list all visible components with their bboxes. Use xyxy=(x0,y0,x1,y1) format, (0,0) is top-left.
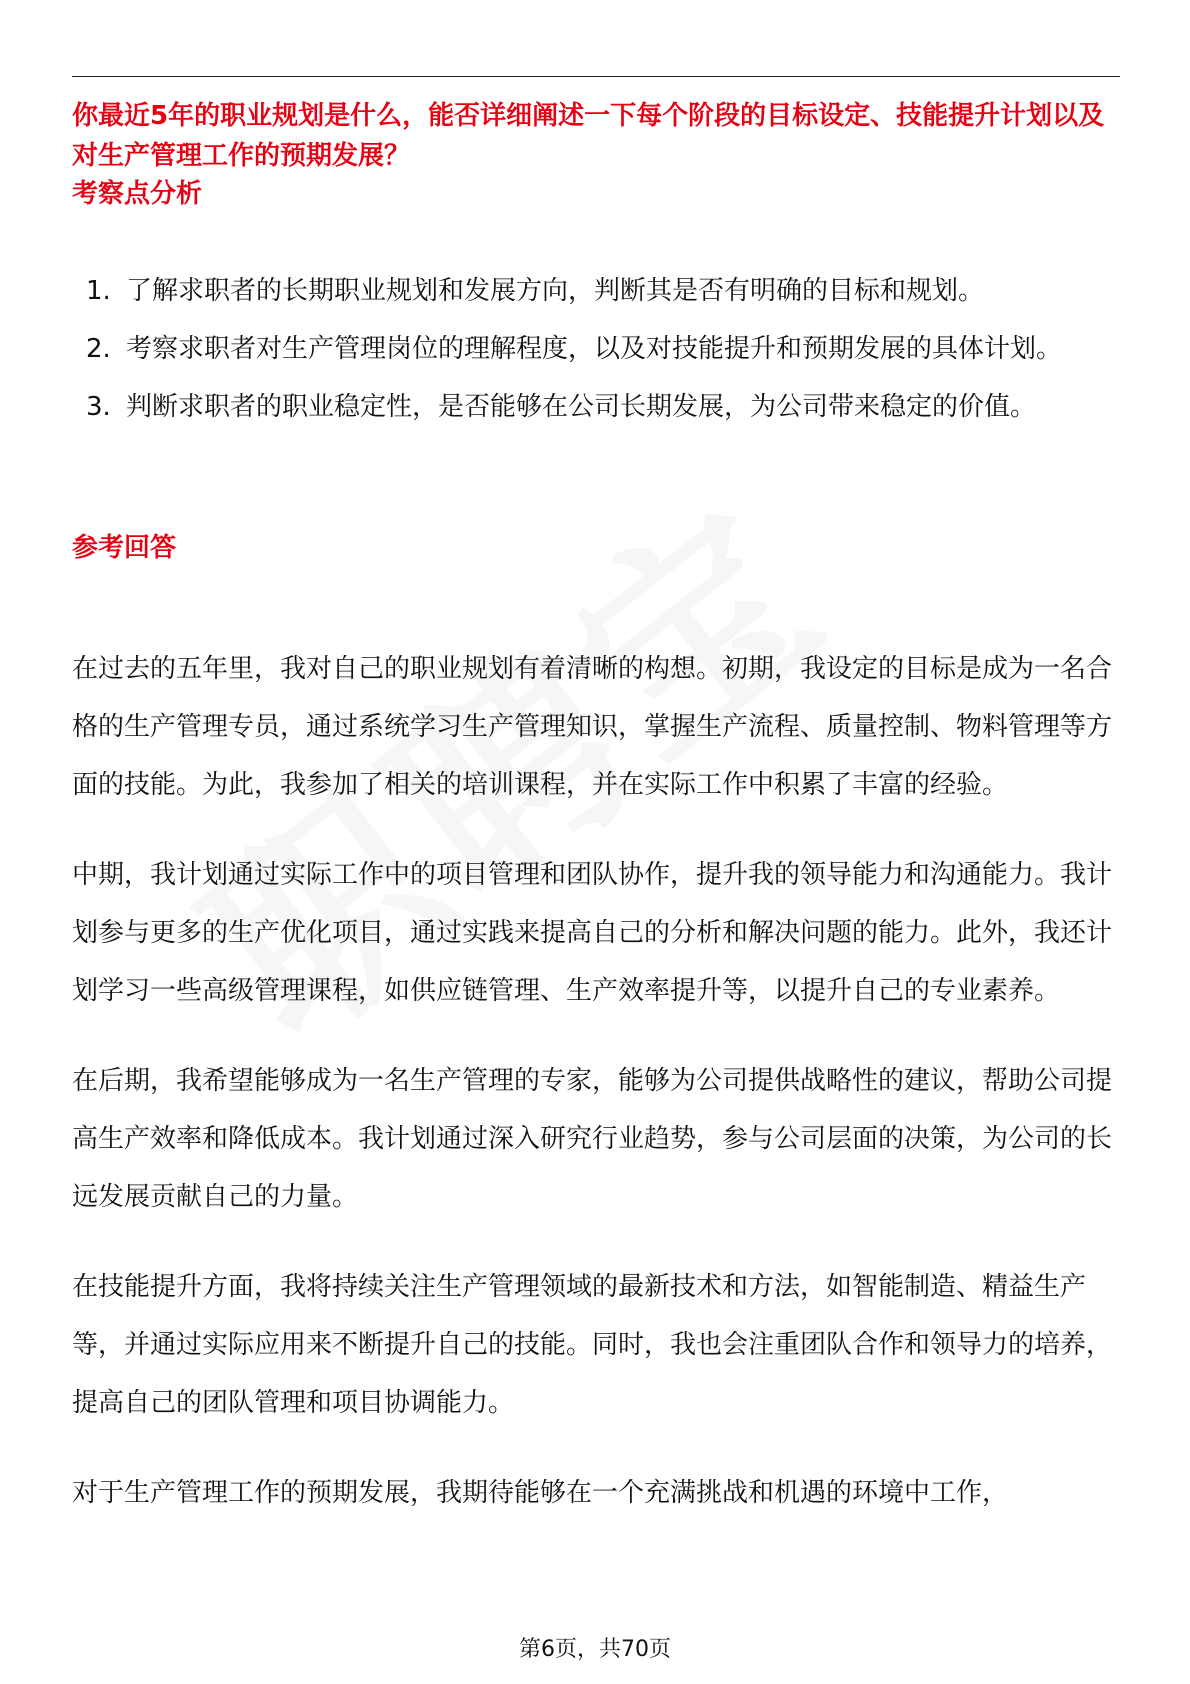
list-item-number: 2. xyxy=(86,334,111,364)
page-number: 第6页，共70页 xyxy=(519,1637,671,1662)
answer-paragraph: 在过去的五年里，我对自己的职业规划有着清晰的构想。初期，我设定的目标是成为一名合格的生产管理专员，通过系统学习生产管理知识，掌握生产流程、质量控制、物料管理等方面的技能。为此，我参加了相关的培训课程，并在实际工作中积累了丰富的经验。 xyxy=(72,654,1113,800)
analysis-heading: 考察点分析 xyxy=(72,179,203,209)
answer-paragraph: 对于生产管理工作的预期发展，我期待能够在一个充满挑战和机遇的环境中工作， xyxy=(72,1478,1009,1508)
question-title: 你最近5年的职业规划是什么，能否详细阐述一下每个阶段的目标设定、技能提升计划以及对生产管理工作的预期发展？ xyxy=(72,101,1105,171)
answer-paragraph: 中期，我计划通过实际工作中的项目管理和团队协作，提升我的领导能力和沟通能力。我计划参与更多的生产优化项目，通过实践来提高自己的分析和解决问题的能力。此外，我还计划学习一些高级管理课程，如供应链管理、生产效率提升等，以提升自己的专业素养。 xyxy=(72,860,1113,1006)
list-item-text: 判断求职者的职业稳定性，是否能够在公司长期发展，为公司带来稳定的价值。 xyxy=(126,392,1037,422)
list-item xyxy=(72,378,1122,436)
top-rule xyxy=(72,76,1120,77)
list-item-text: 了解求职者的长期职业规划和发展方向，判断其是否有明确的目标和规划。 xyxy=(126,276,985,306)
answer-paragraph: 在后期，我希望能够成为一名生产管理的专家，能够为公司提供战略性的建议，帮助公司提高生产效率和降低成本。我计划通过深入研究行业趋势，参与公司层面的决策，为公司的长远发展贡献自己的力量。 xyxy=(72,1066,1113,1212)
answer-body xyxy=(72,640,1122,1554)
answer-heading: 参考回答 xyxy=(72,533,177,563)
list-item xyxy=(72,262,1122,320)
list-item-number: 1. xyxy=(86,276,111,306)
list-item-text: 考察求职者对生产管理岗位的理解程度，以及对技能提升和预期发展的具体计划。 xyxy=(126,334,1063,364)
list-item-number: 3. xyxy=(86,392,111,422)
list-item xyxy=(72,320,1122,378)
answer-paragraph: 在技能提升方面，我将持续关注生产管理领域的最新技术和方法，如智能制造、精益生产等，并通过实际应用来不断提升自己的技能。同时，我也会注重团队合作和领导力的培养，提高自己的团队管理和项目协调能力。 xyxy=(72,1272,1113,1418)
analysis-list xyxy=(72,262,1122,436)
